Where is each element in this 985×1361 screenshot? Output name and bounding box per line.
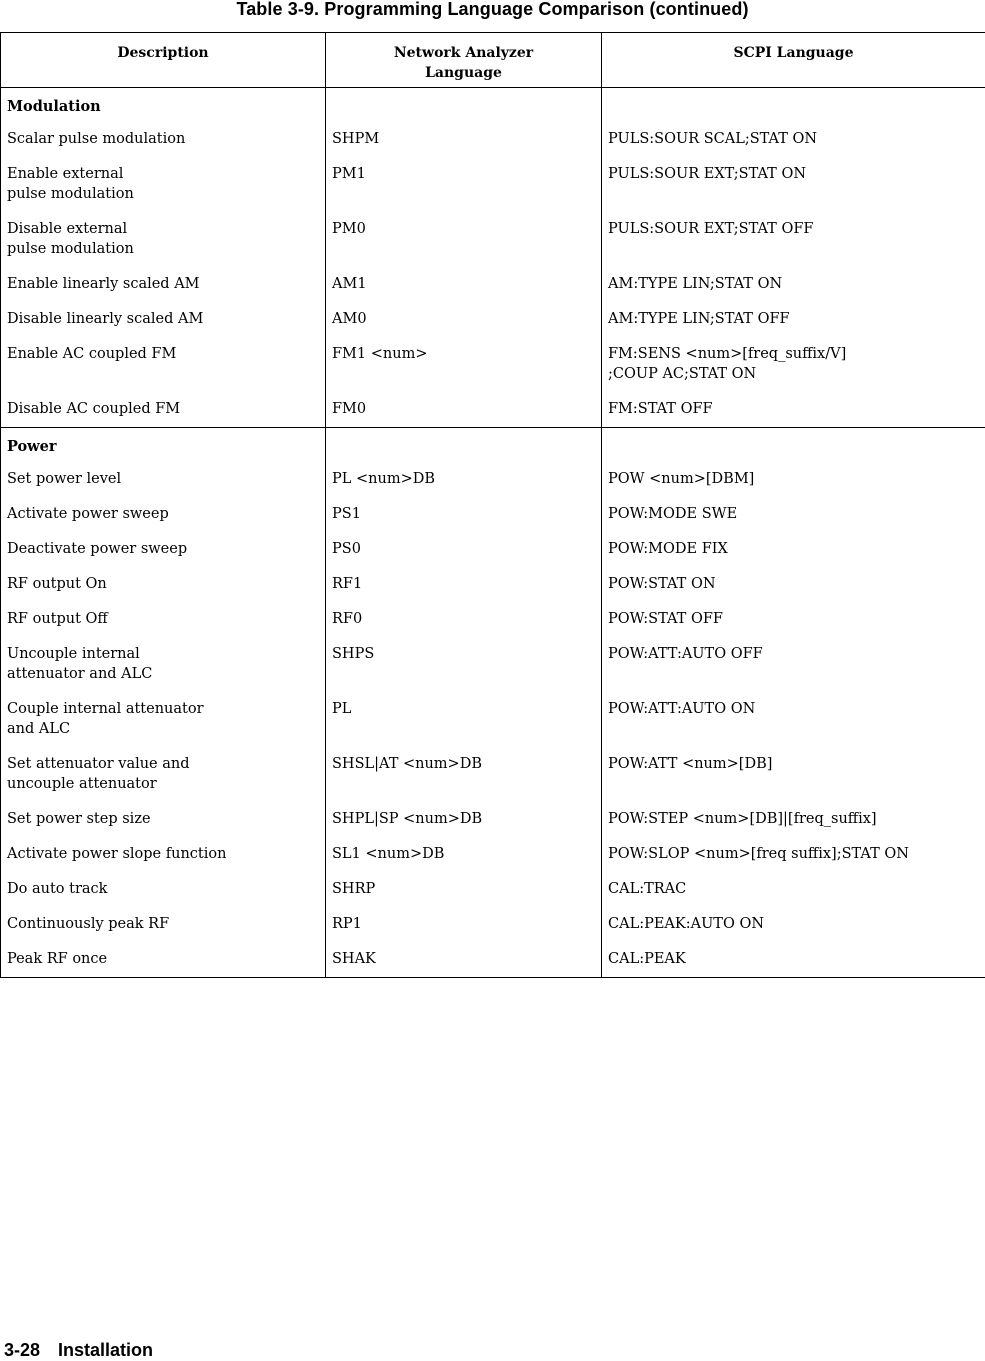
scpi-cell [602,638,985,693]
cell-text: RF0 [332,609,595,629]
scpi-cell [602,393,985,428]
column-header-network-analyzer [326,33,602,88]
section-empty-cell [326,428,602,463]
cell-text: Disable AC coupled FM [7,399,319,419]
cell-text: Set attenuator value and [7,754,319,774]
cell-text: RP1 [332,914,595,934]
cell-text: AM1 [332,274,595,294]
cell-text: POW:ATT <num>[DB] [608,754,979,774]
cell-text: PL <num>DB [332,469,595,489]
cell-text: SL1 <num>DB [332,844,595,864]
section-empty-cell [602,88,985,123]
description-cell [1,158,326,213]
network-analyzer-cell [326,303,602,338]
scpi-cell [602,803,985,838]
cell-text: POW:STAT ON [608,574,979,594]
table-row [1,803,985,838]
cell-text: Enable linearly scaled AM [7,274,319,294]
table-row [1,748,985,803]
scpi-cell [602,693,985,748]
description-cell [1,568,326,603]
section-header-row [1,428,985,463]
scpi-cell [602,568,985,603]
cell-text: pulse modulation [7,184,319,204]
cell-text: SHRP [332,879,595,899]
network-analyzer-cell [326,638,602,693]
cell-text: PS1 [332,504,595,524]
cell-text: SHAK [332,949,595,969]
table-row [1,603,985,638]
scpi-cell [602,603,985,638]
column-header-description-text: Description [117,45,208,61]
section-title: Power [1,428,326,463]
table-row [1,463,985,498]
cell-text: RF1 [332,574,595,594]
page-number: 3-28 [4,1340,40,1360]
table-row [1,303,985,338]
cell-text: PS0 [332,539,595,559]
cell-text: Enable AC coupled FM [7,344,319,364]
cell-text: FM1 <num> [332,344,595,364]
scpi-cell [602,463,985,498]
cell-text: PM0 [332,219,595,239]
description-cell [1,498,326,533]
cell-text: Deactivate power sweep [7,539,319,559]
description-cell [1,393,326,428]
table-row [1,908,985,943]
network-analyzer-cell [326,838,602,873]
column-header-scpi-text: SCPI Language [733,45,853,61]
cell-text: POW:STEP <num>[DB]|[freq_suffix] [608,809,979,829]
cell-text: pulse modulation [7,239,319,259]
description-cell [1,338,326,393]
table-row [1,393,985,428]
cell-text: SHPM [332,129,595,149]
cell-text: AM0 [332,309,595,329]
description-cell [1,123,326,158]
network-analyzer-cell [326,158,602,213]
network-analyzer-cell [326,393,602,428]
network-analyzer-cell [326,123,602,158]
cell-text: AM:TYPE LIN;STAT OFF [608,309,979,329]
network-analyzer-cell [326,268,602,303]
table-row [1,268,985,303]
page-footer [4,1339,153,1361]
scpi-cell [602,158,985,213]
scpi-cell [602,268,985,303]
scpi-cell [602,533,985,568]
cell-text: FM:STAT OFF [608,399,979,419]
network-analyzer-cell [326,908,602,943]
description-cell [1,873,326,908]
cell-text: attenuator and ALC [7,664,319,684]
table-row [1,943,985,978]
description-cell [1,603,326,638]
cell-text: POW:SLOP <num>[freq suffix];STAT ON [608,844,979,864]
cell-text: FM:SENS <num>[freq_suffix/V] [608,344,979,364]
network-analyzer-cell [326,338,602,393]
cell-text: SHPL|SP <num>DB [332,809,595,829]
cell-text: PM1 [332,164,595,184]
network-analyzer-cell [326,533,602,568]
table-row [1,498,985,533]
cell-text: PL [332,699,595,719]
cell-text: Scalar pulse modulation [7,129,319,149]
cell-text: Set power level [7,469,319,489]
cell-text: PULS:SOUR SCAL;STAT ON [608,129,979,149]
cell-text: Set power step size [7,809,319,829]
column-header-network-analyzer-line2: Language [330,63,597,83]
column-header-scpi [602,33,985,88]
table-row [1,693,985,748]
cell-text: Uncouple internal [7,644,319,664]
cell-text: RF output On [7,574,319,594]
network-analyzer-cell [326,748,602,803]
description-cell [1,748,326,803]
cell-text: uncouple attenuator [7,774,319,794]
table-row [1,568,985,603]
scpi-cell [602,838,985,873]
cell-text: Disable linearly scaled AM [7,309,319,329]
network-analyzer-cell [326,803,602,838]
table-row [1,638,985,693]
cell-text: Peak RF once [7,949,319,969]
column-header-network-analyzer-line1: Network Analyzer [330,43,597,63]
description-cell [1,303,326,338]
table-row [1,838,985,873]
cell-text: FM0 [332,399,595,419]
network-analyzer-cell [326,568,602,603]
network-analyzer-cell [326,463,602,498]
section-title: Modulation [1,88,326,123]
cell-text: SHSL|AT <num>DB [332,754,595,774]
table-row [1,873,985,908]
scpi-cell [602,123,985,158]
cell-text: PULS:SOUR EXT;STAT ON [608,164,979,184]
cell-text: AM:TYPE LIN;STAT ON [608,274,979,294]
cell-text: Continuously peak RF [7,914,319,934]
section-empty-cell [602,428,985,463]
cell-text: POW:MODE FIX [608,539,979,559]
table-header [1,33,985,88]
description-cell [1,533,326,568]
cell-text: POW:MODE SWE [608,504,979,524]
scpi-cell [602,873,985,908]
table-row [1,158,985,213]
page-title: Table 3-9. Programming Language Comparison (continued) [0,0,985,20]
cell-text: Disable external [7,219,319,239]
description-cell [1,803,326,838]
scpi-cell [602,338,985,393]
chapter-name: Installation [58,1340,153,1360]
description-cell [1,268,326,303]
cell-text: CAL:PEAK:AUTO ON [608,914,979,934]
description-cell [1,693,326,748]
section-header-row [1,88,985,123]
cell-text: Enable external [7,164,319,184]
section-empty-cell [326,88,602,123]
scpi-cell [602,908,985,943]
column-header-description [1,33,326,88]
cell-text: Activate power sweep [7,504,319,524]
network-analyzer-cell [326,603,602,638]
table-row [1,123,985,158]
description-cell [1,838,326,873]
table-row [1,338,985,393]
cell-text: ;COUP AC;STAT ON [608,364,979,384]
description-cell [1,638,326,693]
table-row [1,213,985,268]
description-cell [1,463,326,498]
cell-text: PULS:SOUR EXT;STAT OFF [608,219,979,239]
description-cell [1,213,326,268]
cell-text: CAL:PEAK [608,949,979,969]
cell-text: SHPS [332,644,595,664]
cell-text: POW <num>[DBM] [608,469,979,489]
scpi-cell [602,213,985,268]
network-analyzer-cell [326,213,602,268]
cell-text: POW:ATT:AUTO OFF [608,644,979,664]
table-row [1,533,985,568]
cell-text: Activate power slope function [7,844,319,864]
scpi-cell [602,748,985,803]
scpi-cell [602,498,985,533]
cell-text: POW:STAT OFF [608,609,979,629]
cell-text: POW:ATT:AUTO ON [608,699,979,719]
table-body [1,88,985,978]
cell-text: CAL:TRAC [608,879,979,899]
cell-text: and ALC [7,719,319,739]
network-analyzer-cell [326,943,602,978]
cell-text: Do auto track [7,879,319,899]
scpi-cell [602,943,985,978]
network-analyzer-cell [326,873,602,908]
description-cell [1,908,326,943]
language-comparison-table [0,32,985,978]
network-analyzer-cell [326,498,602,533]
scpi-cell [602,303,985,338]
cell-text: Couple internal attenuator [7,699,319,719]
network-analyzer-cell [326,693,602,748]
description-cell [1,943,326,978]
cell-text: RF output Off [7,609,319,629]
